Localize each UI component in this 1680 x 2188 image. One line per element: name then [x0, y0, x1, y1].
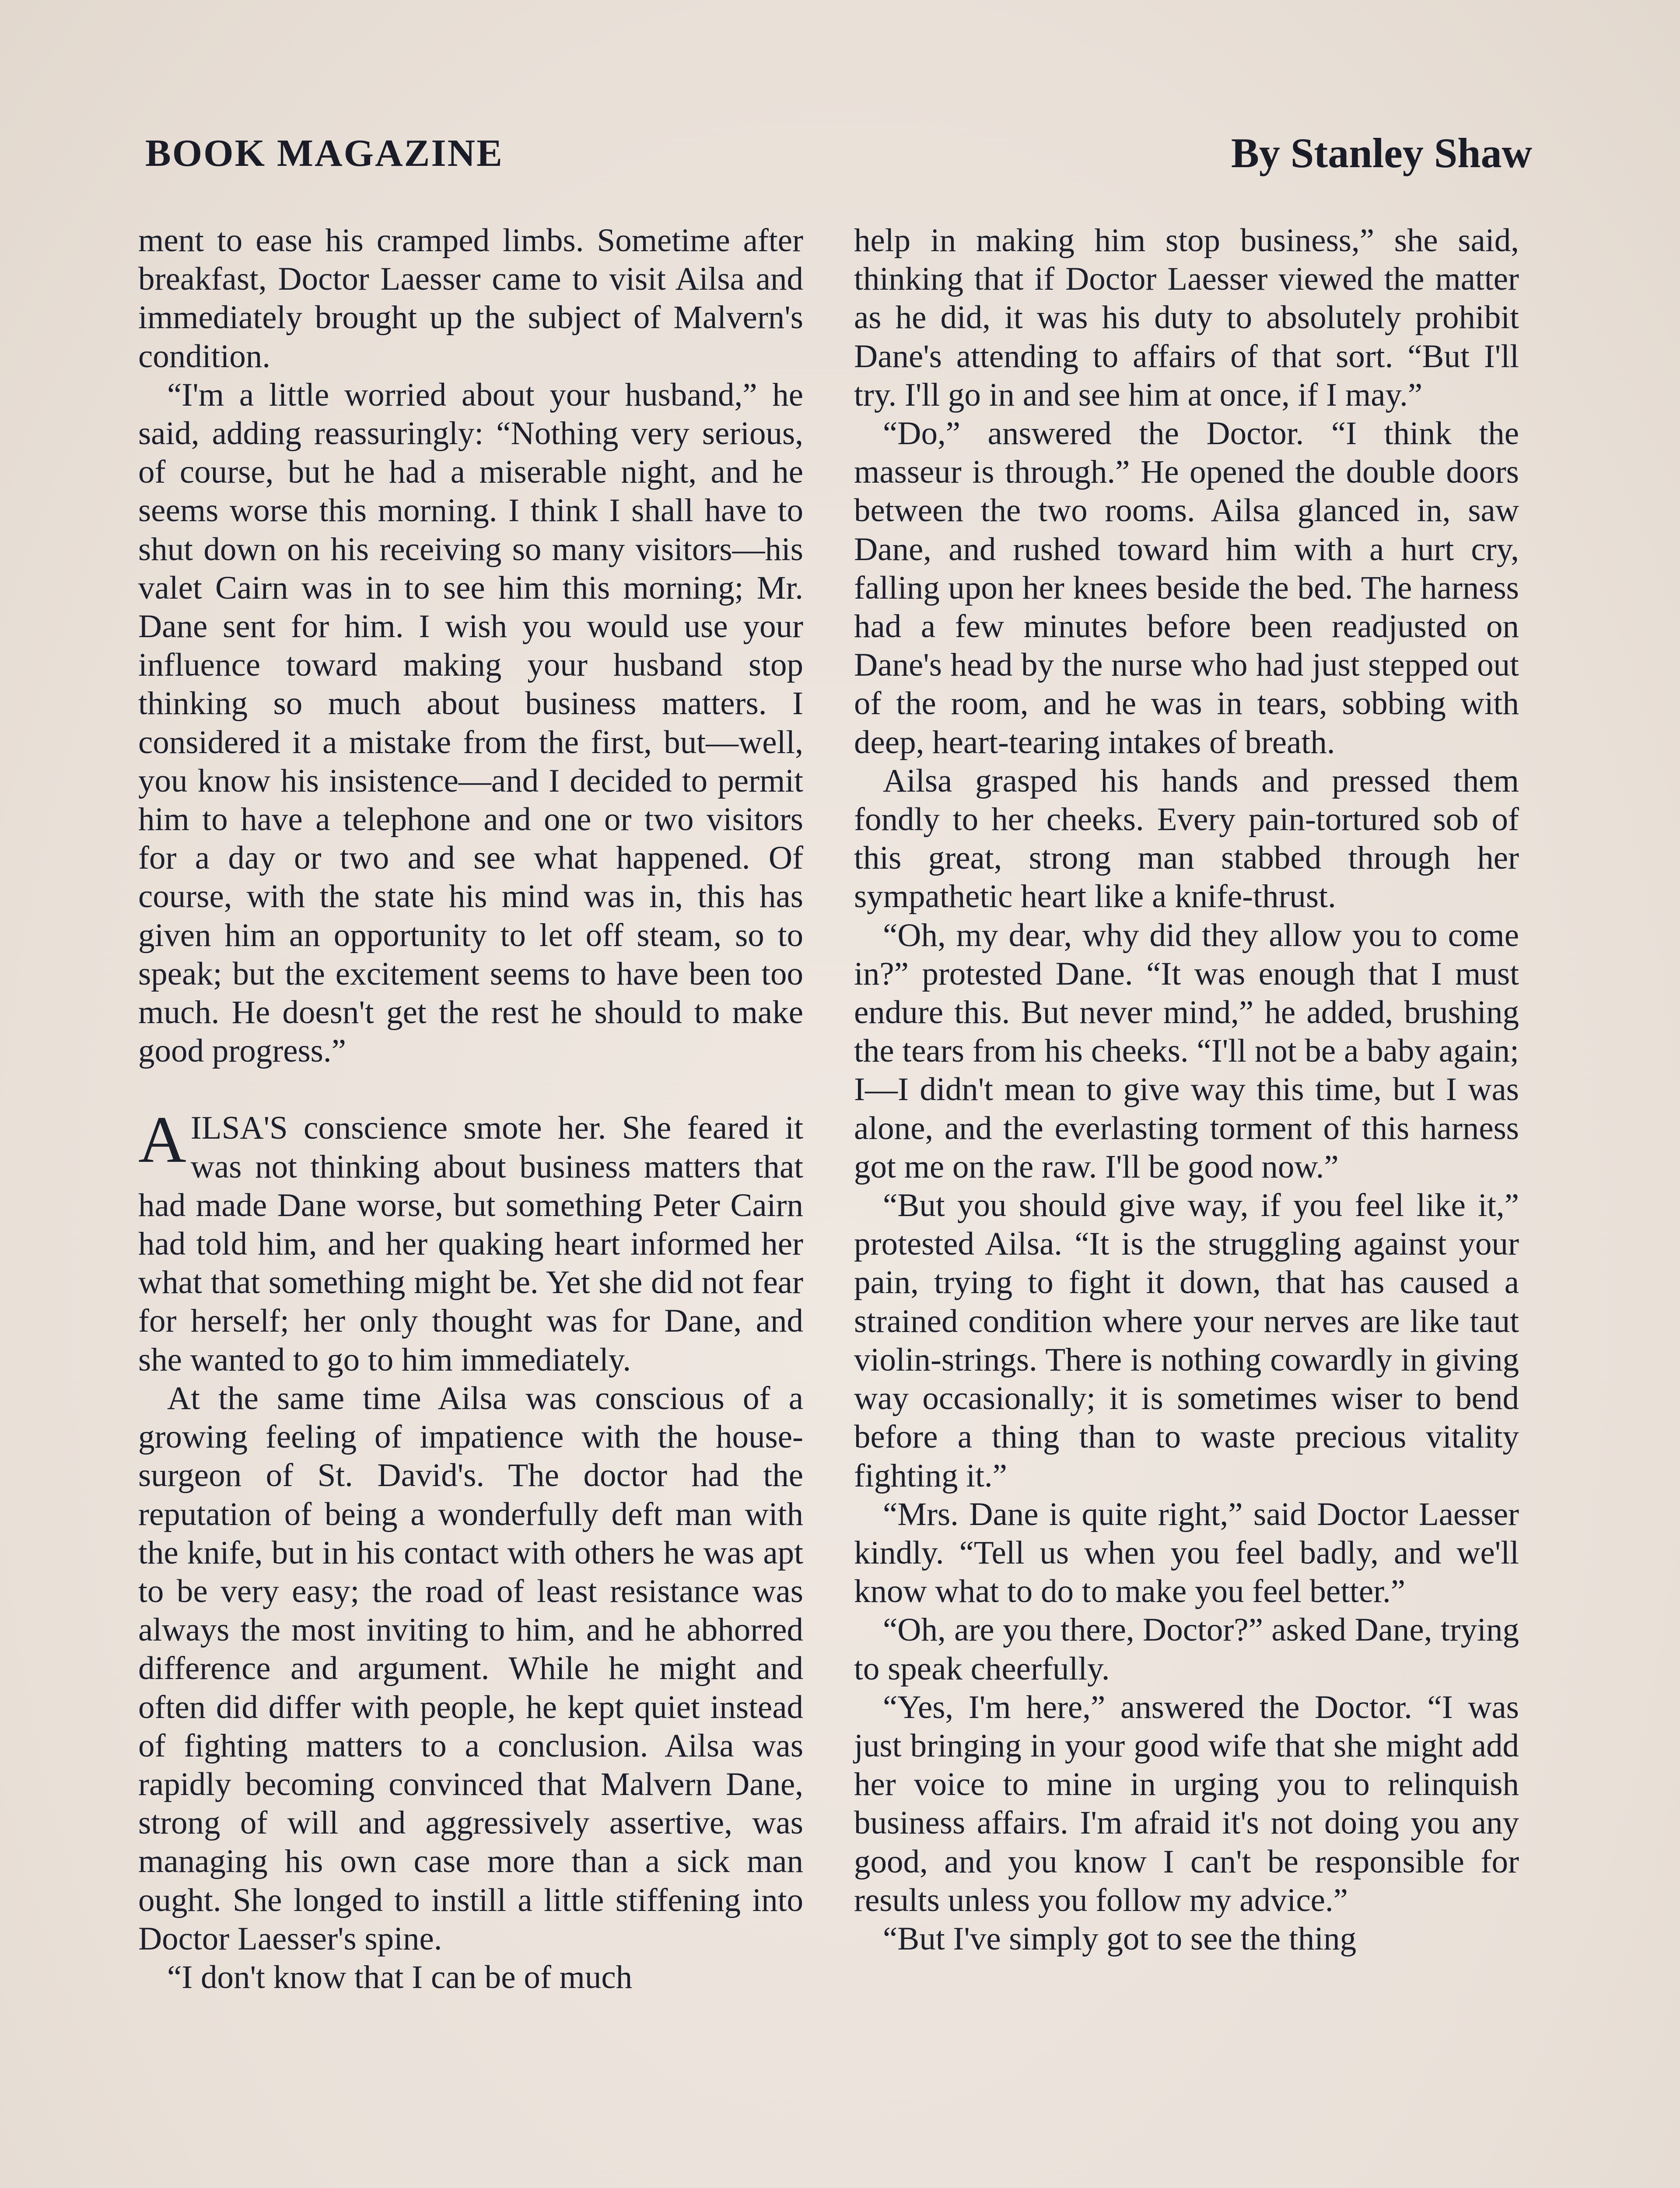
- running-head-author-byline: By Stanley Shaw: [1231, 130, 1532, 176]
- paragraph: “Oh, are you there, Doctor?” asked Dane, trying to speak cheerfully.: [854, 1612, 1519, 1687]
- drop-cap: A: [138, 1103, 186, 1177]
- paragraph: “I don't know that I can be of much: [167, 1959, 633, 1995]
- paragraph: help in making him stop business,” she said, thinking that if Doctor Laesser viewed the matter as he did, it was his duty to absolutely prohibit Dane's attending to affairs of that sort. “But I'll try. I'll go in and see him at once, if I may.”: [854, 222, 1519, 413]
- paragraph: Ailsa grasped his hands and pressed them fondly to her cheeks. Every pain-tortured sob of this great, strong man stabbed through her sympathetic heart like a knife-thrust.: [854, 762, 1519, 915]
- paragraph: ment to ease his cramped limbs. Sometime after breakfast, Doctor Laesser came to visit Ailsa and immediately brought up the subject of Malvern's condition.: [138, 222, 803, 375]
- left-text-column: [138, 221, 803, 1997]
- section-opening-text: ILSA'S conscience smote her. She feared it was not thinking about business matters that had made Dane worse, but something Peter Cairn had told him, and her quaking heart informed her what that something might be. Yet she did not fear for herself; her only thought was for Dane, and she wanted to go to him immediately.: [138, 1110, 803, 1378]
- right-text-column: [854, 221, 1519, 1958]
- paragraph: At the same time Ailsa was conscious of a growing feeling of impatience with the house-surgeon of St. David's. The doctor had the reputation of being a wonderfully deft man with the knife, but in his contact with others he was apt to be very easy; the road of least resistance was always the most inviting to him, and he abhorred difference and argument. While he might and often did differ with people, he kept quiet instead of fighting matters to a conclusion. Ailsa was rapidly becoming convinced that Malvern Dane, strong of will and aggressively assertive, was managing his own case more than a sick man ought. She longed to instill a little stiffening into Doctor Laesser's spine.: [138, 1380, 803, 1957]
- paragraph: “But you should give way, if you feel like it,” protested Ailsa. “It is the struggling against your pain, trying to fight it down, that has caused a strained condition where your nerves are like taut violin-strings. There is nothing cowardly in giving way occasionally; it is sometimes wiser to bend before a thing than to waste precious vitality fighting it.”: [854, 1187, 1519, 1494]
- paragraph: “Do,” answered the Doctor. “I think the masseur is through.” He opened the double doors between the two rooms. Ailsa glanced in, saw Dane, and rushed toward him with a hurt cry, falling upon her knees beside the bed. The harness had a few minutes before been readjusted on Dane's head by the nurse who had just stepped out of the room, and he was in tears, sobbing with deep, heart-tearing intakes of breath.: [854, 415, 1519, 761]
- paragraph: “Oh, my dear, why did they allow you to come in?” protested Dane. “It was enough that I must endure this. But never mind,” he added, brushing the tears from his cheeks. “I'll not be a baby again; I—I didn't mean to give way this time, but I was alone, and the everlasting torment of this harness got me on the raw. I'll be good now.”: [854, 917, 1519, 1185]
- paragraph: “I'm a little worried about your husband,” he said, adding reassuringly: “Nothing very serious, of course, but he had a miserable night, and he seems worse this morning. I think I shall have to shut down on his receiving so many visitors—his valet Cairn was in to see him this morning; Mr. Dane sent for him. I wish you would use your influence toward making your husband stop thinking so much about business matters. I considered it a mistake from the first, but—well, you know his insistence—and I decided to permit him to have a telephone and one or two visitors for a day or two and see what happened. Of course, with the state his mind was in, this has given him an opportunity to let off steam, so to speak; but the excitement seems to have been too much. He doesn't get the rest he should to make good progress.”: [138, 376, 803, 1069]
- paragraph: “But I've simply got to see the thing: [883, 1920, 1357, 1957]
- section-opening-paragraph: [138, 1103, 803, 1379]
- paragraph: “Mrs. Dane is quite right,” said Doctor Laesser kindly. “Tell us when you feel badly, and we'll know what to do to make you feel better.”: [854, 1496, 1519, 1610]
- running-head-magazine-title: BOOK MAGAZINE: [145, 132, 504, 175]
- paragraph: “Yes, I'm here,” answered the Doctor. “I was just bringing in your good wife that she might add her voice to mine in urging you to relinquish business affairs. I'm afraid it's not doing you any good, and you know I can't be responsible for results unless you follow my advice.”: [854, 1689, 1519, 1918]
